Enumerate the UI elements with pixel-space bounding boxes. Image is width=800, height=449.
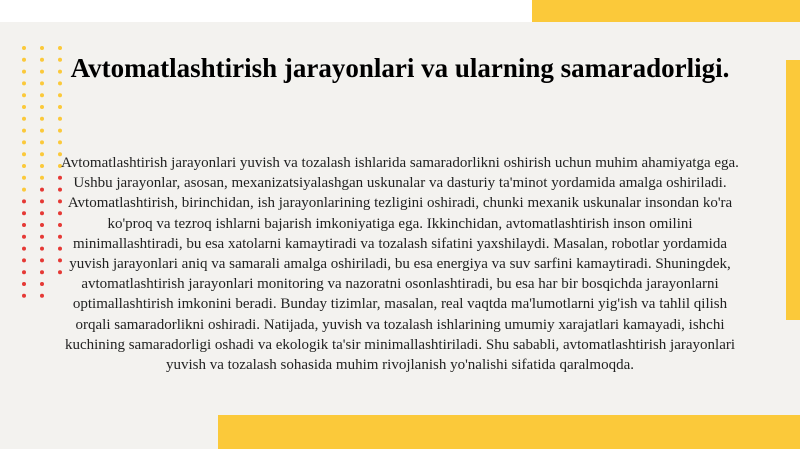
decorative-dot [22,93,26,97]
decorative-dot [58,129,62,133]
decorative-dot [22,176,26,180]
decorative-dot [58,140,62,144]
decorative-dot [58,117,62,121]
decorative-dot [40,70,44,74]
decorative-dot [22,164,26,168]
bottom-accent-bar [218,415,800,449]
decorative-dot [40,140,44,144]
decorative-dot [40,176,44,180]
slide-body-text: Avtomatlashtirish jarayonlari yuvish va tozalash ishlarida samaradorlikni oshirish uchun muhim ahamiyatga ega. Ushbu jarayonlar, asosan, mexanizatsiyalashgan uskunalar va dasturiy ta'minot yordamida amalga oshiriladi. Avtomatlashtirish, birinchidan, ish jarayonlarining tezligini oshiradi, chunki mexanik uskunalar insondan ko'ra ko'proq va tezroq ishlarni bajarish imkoniyatiga ega. Ikkinchidan, avtomatlashtirish inson omilini minimallashtiradi, bu esa xatolarni kamaytiradi va tozalash sifatini yaxshilaydi. Masalan, robotlar yordamida yuvish jarayonlari aniq va samarali amalga oshiriladi, bu esa energiya va suv sarfini kamaytiradi. Shuningdek, avtomatlashtirish jarayonlari monitoring va nazoratni osonlashtiradi, bu esa har bir bosqichda jarayonlarni optimallashtirish imkonini beradi. Bunday tizimlar, masalan, real vaqtda ma'lumotlarni yig'ish va tahlil qilish orqali samaradorlikni oshiradi. Natijada, yuvish va tozalash ishlarining umumiy xarajatlari kamayadi, ishchi kuchining samaradorligi oshadi va ekologik ta'sir minimallashtiriladi. Shu sababli, avtomatlashtirish jarayonlari yuvish va tozalash sohasida muhim rivojlanish yo'nalishi sifatida qaralmoqda. [61,155,739,374]
decorative-dot [40,270,44,274]
decorative-dot [22,235,26,239]
decorative-dot [22,140,26,144]
decorative-dot [40,294,44,298]
decorative-dot [22,81,26,85]
decorative-dot [22,247,26,251]
decorative-dot [40,247,44,251]
decorative-dot [40,93,44,97]
decorative-dot [22,258,26,262]
decorative-dot [58,93,62,97]
decorative-dot [40,46,44,50]
decorative-dot [40,199,44,203]
decorative-dot [22,270,26,274]
decorative-dot [22,117,26,121]
decorative-dot [22,46,26,50]
slide-title: Avtomatlashtirish jarayonlari va ularning samaradorligi. [70,53,730,83]
decorative-dot [22,223,26,227]
decorative-dot [40,81,44,85]
decorative-dot [22,105,26,109]
decorative-dot [22,294,26,298]
top-accent-bar [532,0,800,22]
decorative-dot [22,70,26,74]
decorative-dot [40,258,44,262]
decorative-dot [40,188,44,192]
decorative-dot [22,282,26,286]
right-accent-bar [786,60,800,320]
decorative-dot [22,188,26,192]
decorative-dot [22,129,26,133]
decorative-dot [40,211,44,215]
decorative-dot [22,211,26,215]
decorative-dot [22,58,26,62]
decorative-dot [40,164,44,168]
decorative-dot [40,223,44,227]
decorative-dot [22,152,26,156]
decorative-dot [40,58,44,62]
decorative-dot [40,282,44,286]
decorative-dot [40,152,44,156]
decorative-dot [58,105,62,109]
bottom-left-band [0,415,218,449]
decorative-dot [40,129,44,133]
decorative-dot [40,117,44,121]
decorative-dot [40,235,44,239]
decorative-dot [22,199,26,203]
decorative-dot [40,105,44,109]
